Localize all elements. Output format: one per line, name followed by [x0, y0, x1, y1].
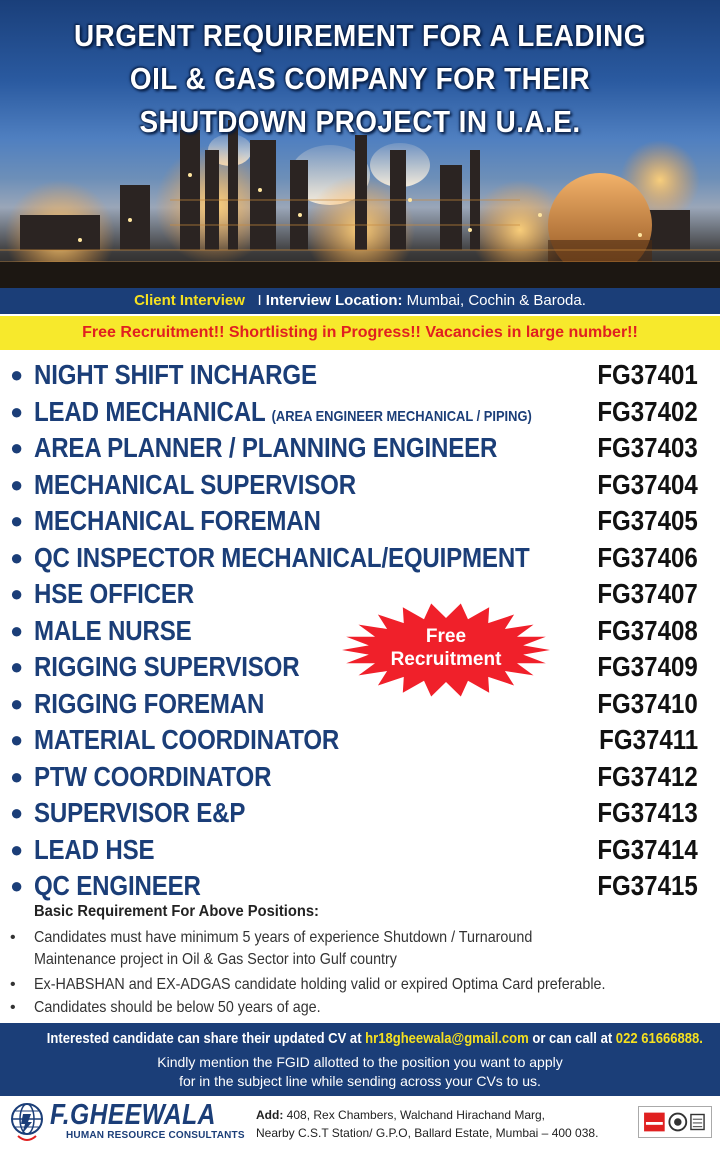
- position-title-text: LEAD MECHANICAL: [34, 395, 266, 427]
- position-subtitle: (AREA ENGINEER MECHANICAL / PIPING): [271, 407, 532, 425]
- position-title-text: NIGHT SHIFT INCHARGE: [34, 359, 317, 390]
- position-title: [34, 759, 271, 795]
- position-row: [0, 503, 720, 540]
- headline-line: OIL & GAS COMPANY FOR THEIR: [129, 61, 591, 96]
- note-line: Kindly mention the FGID allotted to the position you want to apply: [157, 1054, 563, 1070]
- company-name: F.GHEEWALA: [50, 1099, 216, 1131]
- note-line: for in the subject line while sending across your CVs to us.: [179, 1073, 541, 1089]
- requirement-text: Maintenance project in Oil & Gas Sector into Gulf country: [34, 951, 397, 968]
- position-title: [34, 430, 497, 466]
- position-code: FG37406: [597, 541, 698, 573]
- position-code: FG37402: [597, 395, 698, 427]
- position-row: [0, 795, 720, 832]
- requirements-heading: Basic Requirement For Above Positions:: [34, 903, 319, 920]
- position-row: [0, 759, 720, 796]
- position-title: [34, 394, 532, 435]
- position-title: [34, 832, 154, 868]
- certification-badge-icon: [638, 1106, 712, 1138]
- bullet-icon: ●: [10, 800, 24, 825]
- position-code: FG37409: [597, 651, 698, 682]
- subject-line-note: [0, 1053, 720, 1091]
- position-code: FG37404: [597, 468, 698, 500]
- position-title: [34, 613, 191, 649]
- email-link[interactable]: hr18gheewala@gmail.com: [365, 1030, 529, 1047]
- contact-middle: or can call at: [532, 1030, 613, 1047]
- position-row: [0, 430, 720, 467]
- address-line: Nearby C.S.T Station/ G.P.O, Ballard Estate, Mumbai – 400 038.: [256, 1126, 599, 1140]
- position-row: [0, 540, 720, 577]
- position-code: FG37403: [597, 432, 698, 463]
- position-row: [0, 832, 720, 869]
- position-row: [0, 722, 720, 759]
- bullet-icon: •: [10, 999, 16, 1016]
- position-title-text: HSE OFFICER: [34, 578, 195, 609]
- bullet-icon: •: [10, 976, 16, 993]
- location-label: Interview Location:: [265, 292, 403, 309]
- phone-link[interactable]: 022 61666888.: [615, 1030, 703, 1047]
- bullet-icon: ●: [10, 836, 24, 862]
- position-code: FG37401: [597, 359, 698, 390]
- company-tagline: HUMAN RESOURCE CONSULTANTS: [66, 1130, 245, 1141]
- position-code: FG37414: [597, 833, 698, 865]
- position-title: [34, 686, 264, 722]
- position-code: FG37411: [598, 724, 698, 755]
- interview-location-bar: [0, 288, 720, 314]
- requirement-text: Candidates must have minimum 5 years of experience Shutdown / Turnaround: [34, 929, 533, 946]
- position-title-text: MATERIAL COORDINATOR: [34, 724, 340, 755]
- headline-line: URGENT REQUIREMENT FOR A LEADING: [74, 18, 646, 53]
- globe-logo-icon: [8, 1100, 46, 1144]
- position-row: [0, 467, 720, 504]
- headline-line: SHUTDOWN PROJECT IN U.A.E.: [139, 104, 581, 139]
- position-code: FG37412: [597, 760, 698, 792]
- position-title-text: RIGGING SUPERVISOR: [34, 651, 300, 682]
- contact-prefix: Interested candidate can share their updated CV at: [46, 1030, 362, 1047]
- position-title: [34, 503, 321, 539]
- position-title-text: PTW COORDINATOR: [34, 760, 272, 792]
- bullet-icon: ●: [10, 617, 24, 643]
- bullet-icon: ●: [10, 508, 24, 533]
- position-title-text: AREA PLANNER / PLANNING ENGINEER: [34, 432, 498, 463]
- position-title-text: QC INSPECTOR MECHANICAL/EQUIPMENT: [34, 541, 530, 573]
- position-code: FG37410: [597, 687, 698, 719]
- contact-bar: [0, 1023, 720, 1096]
- badge-line: Recruitment: [390, 649, 502, 670]
- contact-line: [46, 1028, 703, 1050]
- position-title: [34, 795, 245, 831]
- bullet-icon: ●: [10, 398, 24, 424]
- location-value: Mumbai, Cochin & Baroda.: [406, 292, 586, 309]
- position-row: [0, 394, 720, 431]
- position-title-text: MALE NURSE: [34, 614, 192, 646]
- position-title: [34, 868, 201, 904]
- bullet-icon: ●: [10, 873, 24, 898]
- client-interview-label: Client Interview: [134, 292, 245, 309]
- address-label: Add:: [256, 1108, 284, 1122]
- position-title: [34, 649, 299, 685]
- position-row: [0, 357, 720, 394]
- bullet-icon: ●: [10, 763, 24, 789]
- position-title: [34, 357, 317, 393]
- position-title-text: QC ENGINEER: [34, 870, 201, 901]
- bullet-icon: ●: [10, 471, 24, 497]
- bullet-icon: ●: [10, 581, 24, 606]
- position-code: FG37413: [597, 797, 698, 828]
- requirement-text: Ex-HABSHAN and EX-ADGAS candidate holding valid or expired Optima Card preferable.: [34, 976, 606, 993]
- requirement-text: Candidates should be below 50 years of age.: [34, 999, 321, 1016]
- position-code: FG37408: [597, 614, 698, 646]
- hero-banner: [0, 0, 720, 288]
- position-title: [34, 722, 339, 758]
- position-title-text: RIGGING FOREMAN: [34, 687, 265, 719]
- position-row: [0, 868, 720, 905]
- badge-line: Free: [425, 626, 467, 647]
- position-code: FG37405: [597, 505, 698, 536]
- bullet-icon: ●: [10, 727, 24, 752]
- position-title-text: LEAD HSE: [34, 833, 155, 865]
- free-recruitment-bar: Free Recruitment!! Shortlisting in Progress!! Vacancies in large number!!: [0, 316, 720, 350]
- position-title: [34, 576, 194, 612]
- bullet-icon: ●: [10, 654, 24, 679]
- position-title: [34, 467, 356, 503]
- headline: [36, 14, 684, 143]
- bullet-icon: ●: [10, 362, 24, 387]
- position-title: [34, 540, 530, 576]
- address-line: 408, Rex Chambers, Walchand Hirachand Marg,: [286, 1108, 546, 1122]
- bullet-icon: ●: [10, 435, 24, 460]
- bullet-icon: ●: [10, 544, 24, 570]
- separator: I: [257, 292, 262, 309]
- position-title-text: MECHANICAL SUPERVISOR: [34, 468, 356, 500]
- position-title-text: SUPERVISOR E&P: [34, 797, 246, 828]
- position-code: FG37407: [597, 578, 698, 609]
- position-title-text: MECHANICAL FOREMAN: [34, 505, 321, 536]
- footer: [0, 1096, 720, 1150]
- bullet-icon: ●: [10, 690, 24, 716]
- bullet-icon: •: [10, 929, 16, 946]
- position-code: FG37415: [597, 870, 698, 901]
- free-recruitment-badge: [340, 625, 552, 671]
- address: [256, 1106, 598, 1142]
